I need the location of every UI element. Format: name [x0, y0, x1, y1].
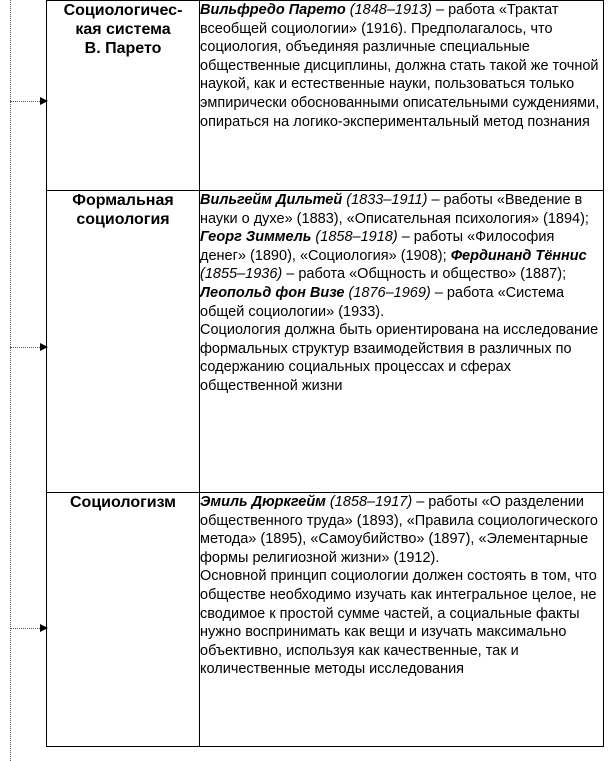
description-text: – работа «Система общей социологии» (1933).: [200, 284, 565, 320]
table-row: [47, 1, 604, 191]
school-name-cell: [47, 191, 200, 493]
author-years: (1858–1918): [311, 229, 398, 246]
school-name-line: кая система: [75, 21, 171, 38]
author-name: Вильфредо Парето: [200, 2, 346, 18]
connector-arrow-row-3: [10, 628, 46, 629]
description-text: Основной принцип социологии должен состоять в том, что обществе необходимо изучать как интегральное целое, не сводимое к простой сумме частей, а социальные факты нужно воспринимать как вещи и изучать максимально объективно, используя как качественные, так и количественные методы исследования: [200, 568, 597, 678]
author-years: (1855–1936): [200, 266, 283, 283]
timeline-line: [10, 0, 11, 761]
table-row: [47, 191, 604, 493]
author-name: Георг Зиммель: [200, 229, 312, 246]
school-name-line: Формальная: [72, 192, 174, 209]
description-text: – работа «Трактат всеобщей социологии» (1916). Предполагалось, что социология, объединяя различные специальные общественные дисциплины, должна стать такой же точной наукой, как и естественные науки, пользоваться только эмпирически обоснованными описательными суждениями, опираться на логико-экспериментальный метод познания: [200, 2, 600, 130]
author-name: Леопольд фон Визе: [200, 284, 345, 301]
school-description-cell: [200, 1, 604, 191]
author-name: Эмиль Дюркгейм: [200, 494, 326, 510]
school-name-line: социология: [76, 211, 170, 228]
connector-arrow-row-1: [10, 101, 46, 102]
description-text: – работы «Введение в науки о духе» (1883), «Описательная психология» (1894);: [200, 192, 589, 227]
author-years: (1848–1913): [345, 2, 432, 18]
description-text: – работы «Философия денег» (1890), «Социология» (1908);: [200, 229, 555, 264]
connector-arrow-row-2: [10, 347, 46, 348]
school-description-cell: [200, 493, 604, 747]
author-name: Вильгейм Дильтей: [200, 192, 343, 208]
school-name-cell: [47, 1, 200, 191]
description-text: Социология должна быть ориентирована на исследование формальных структур взаимодействия в различных по содержанию социальных процессах и сферах общественной жизни: [200, 322, 599, 394]
school-name-line: Социологичес-: [63, 2, 183, 19]
description-text: – работа «Общность и общество» (1887);: [282, 266, 567, 283]
table-row: [47, 493, 604, 747]
description-text: – работы «О разделении общественного труда» (1893), «Правила социологического метода» (1895), «Самоубийство» (1897), «Элементарные формы религиозной жизни» (1912).: [200, 494, 598, 566]
school-name-line: Социологизм: [70, 494, 176, 511]
author-name: Фердинанд Тённис: [450, 247, 587, 264]
school-description-cell: [200, 191, 604, 493]
author-years: (1876–1969): [344, 284, 431, 301]
author-years: (1858–1917): [325, 494, 413, 510]
school-name-line: В. Парето: [84, 40, 162, 57]
school-name-cell: [47, 493, 200, 747]
sociology-schools-table: [46, 0, 604, 747]
author-years: (1833–1911): [342, 192, 428, 208]
